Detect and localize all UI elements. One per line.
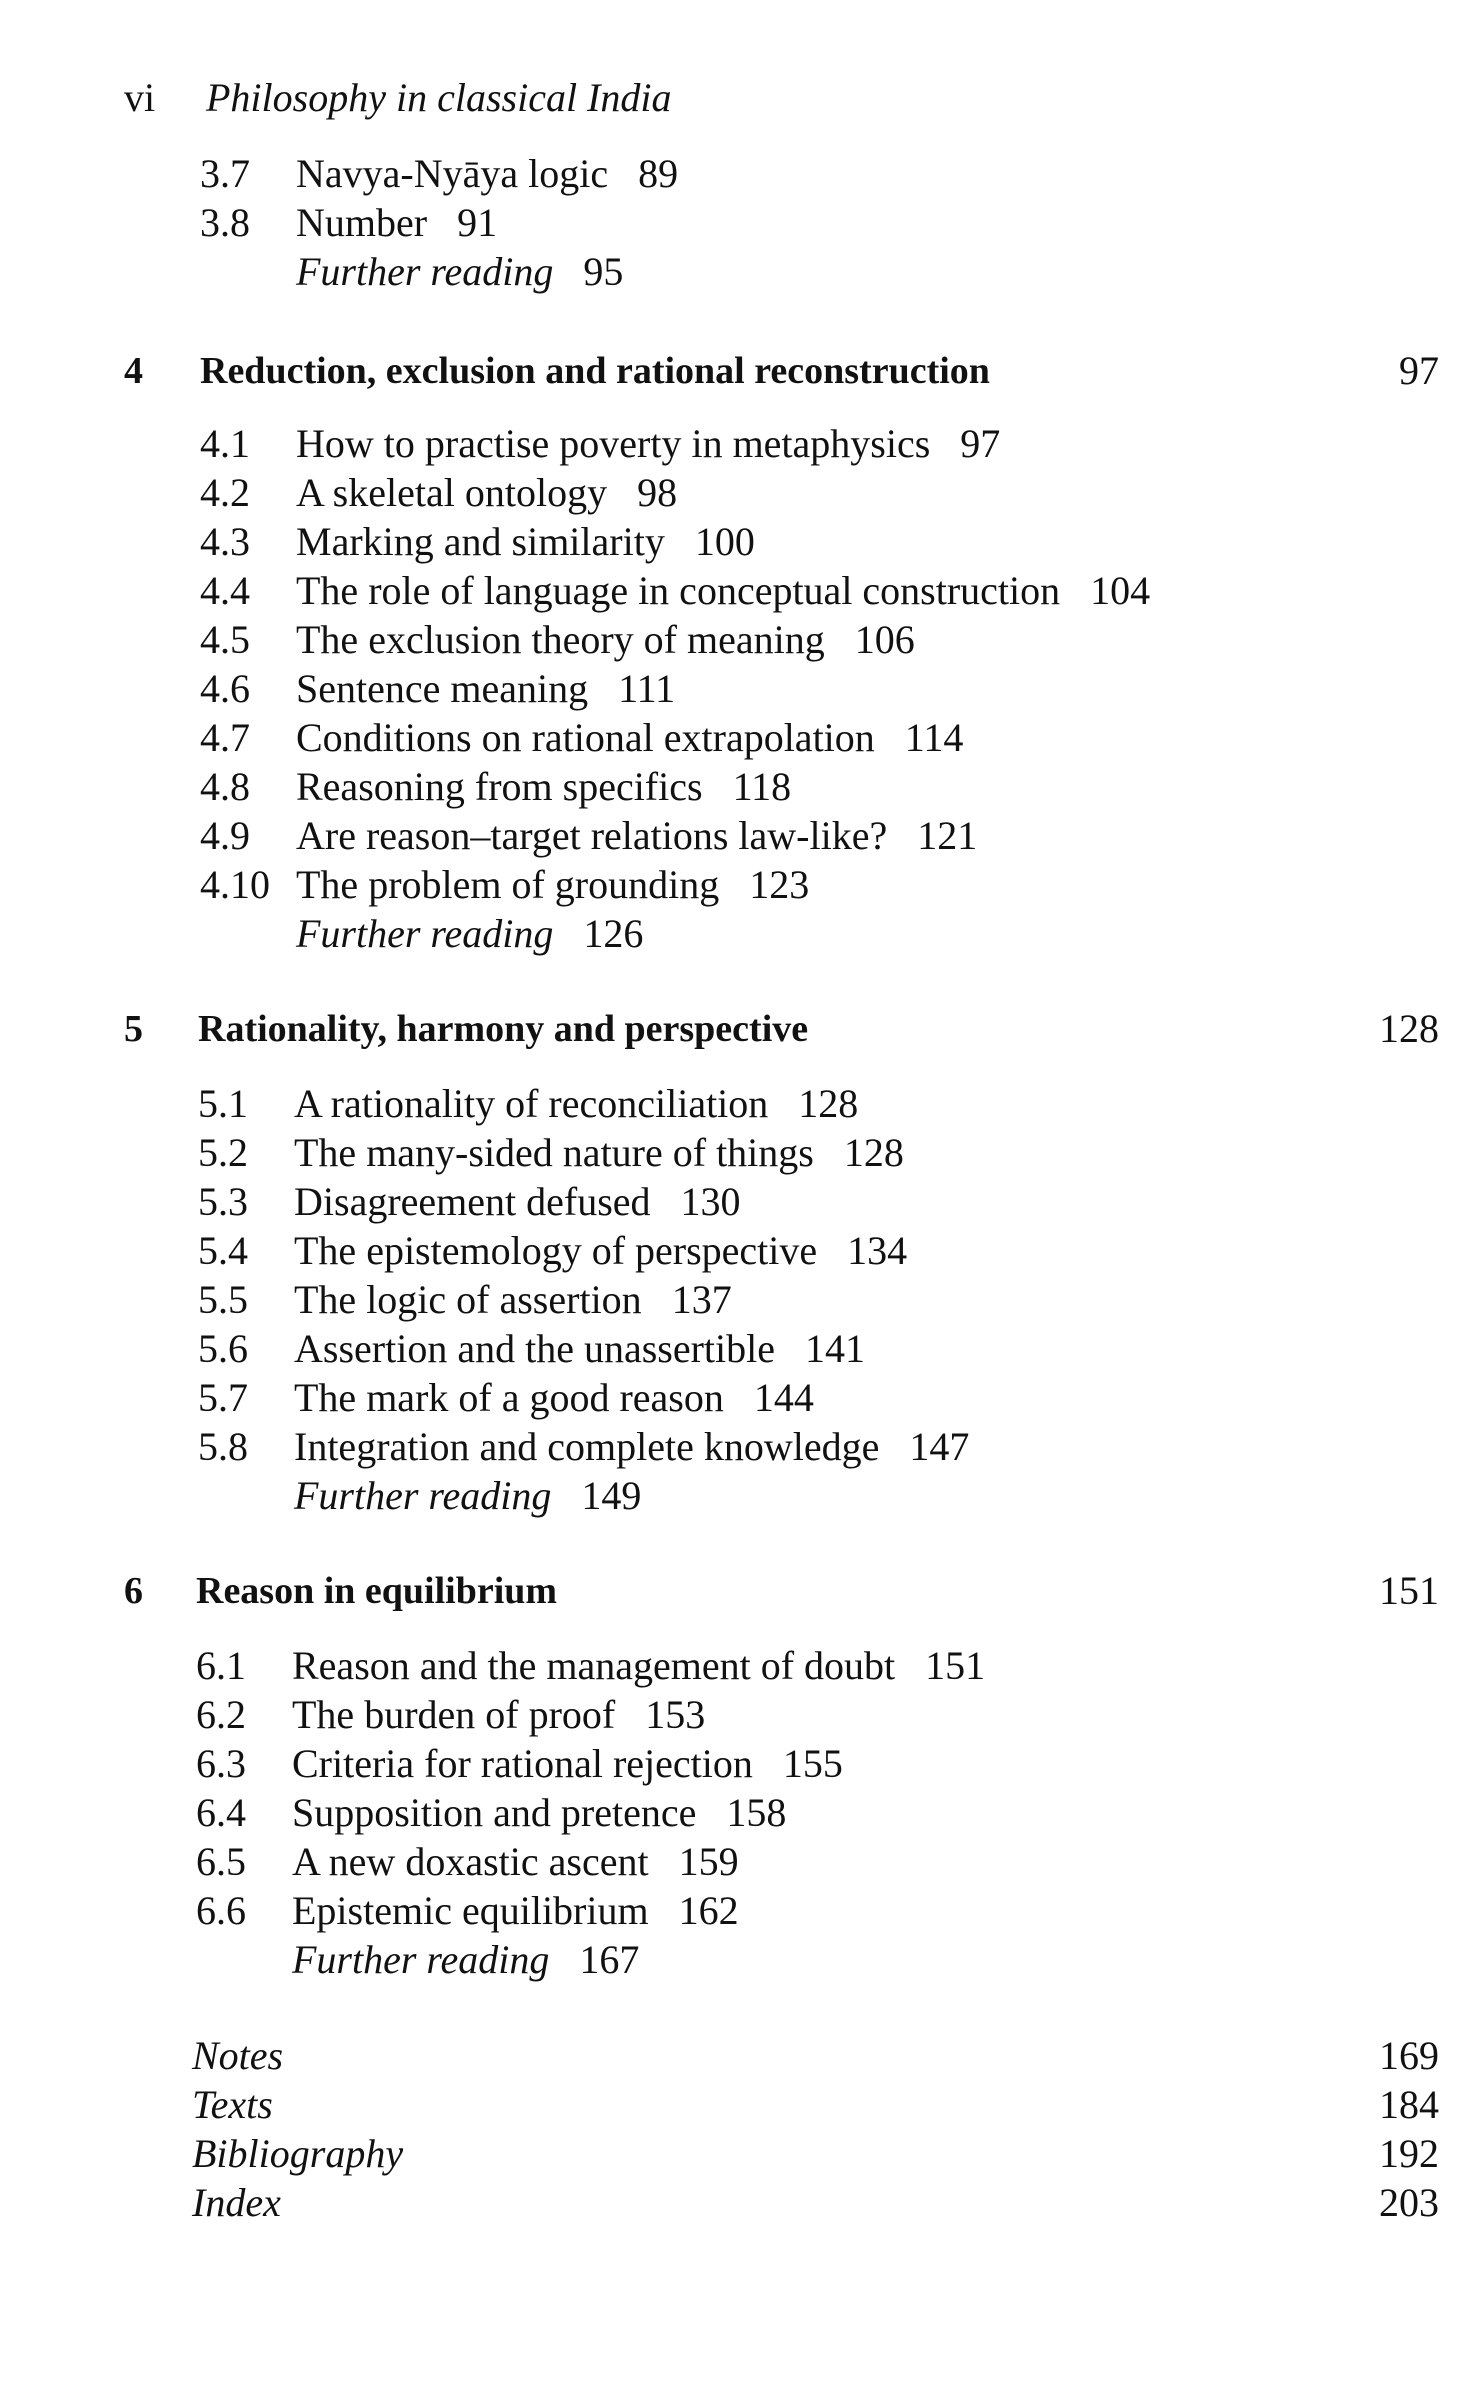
back-matter-title: Index	[192, 2180, 281, 2225]
chapter-number: 6	[124, 1570, 143, 1612]
section-page: 141	[805, 1326, 865, 1371]
section-page: 111	[618, 666, 676, 711]
section-page: 114	[904, 715, 964, 760]
back-matter-title: Texts	[192, 2082, 273, 2127]
section-number: 6.2	[196, 1692, 246, 1737]
further-reading-label: Further reading	[296, 911, 554, 956]
back-matter-page: 169	[1379, 2033, 1439, 2078]
further-reading-page: 95	[583, 249, 624, 294]
section-number: 6.5	[196, 1839, 246, 1884]
chapter-number: 5	[124, 1008, 143, 1050]
section-title: Are reason–target relations law-like?	[296, 813, 888, 858]
section-number: 4.1	[200, 421, 250, 466]
section-number: 4.4	[200, 568, 250, 613]
section-number: 5.5	[198, 1277, 248, 1322]
section-page: 155	[782, 1741, 843, 1786]
further-reading-label: Further reading	[292, 1937, 550, 1982]
chapter-page: 128	[1379, 1006, 1439, 1051]
section-page: 134	[847, 1228, 908, 1273]
section-number: 3.7	[200, 151, 250, 196]
section-page: 104	[1090, 568, 1151, 613]
section-title: Disagreement defused	[294, 1179, 651, 1224]
section-number: 6.4	[196, 1790, 246, 1835]
back-matter-page: 184	[1379, 2082, 1439, 2127]
section-page: 151	[925, 1643, 986, 1688]
section-number: 4.7	[200, 715, 250, 760]
section-title: Supposition and pretence	[292, 1790, 697, 1835]
section-page: 147	[909, 1424, 970, 1469]
back-matter-page: 203	[1379, 2180, 1439, 2225]
section-page: 89	[638, 151, 679, 196]
section-title: Assertion and the unassertible	[294, 1326, 775, 1371]
section-page: 123	[749, 862, 810, 907]
section-title: A skeletal ontology	[296, 470, 608, 515]
section-page: 137	[671, 1277, 732, 1322]
section-title: The exclusion theory of meaning	[296, 617, 825, 662]
section-number: 4.8	[200, 764, 250, 809]
section-number: 4.6	[200, 666, 250, 711]
section-title-with-page	[296, 199, 497, 247]
section-title: Epistemic equilibrium	[292, 1888, 649, 1933]
further-reading-page: 167	[579, 1937, 640, 1982]
section-page: 153	[645, 1692, 706, 1737]
section-page: 98	[637, 470, 678, 515]
chapter-title: Reduction, exclusion and rational reconstruction	[200, 350, 990, 392]
section-title: The logic of assertion	[294, 1277, 642, 1322]
section-number: 5.3	[198, 1179, 248, 1224]
section-number: 3.8	[200, 200, 250, 245]
section-title: The epistemology of perspective	[294, 1228, 818, 1273]
section-number: 6.1	[196, 1643, 246, 1688]
section-title: Number	[296, 200, 428, 245]
further-reading-label: Further reading	[296, 249, 554, 294]
page-folio: vi	[124, 75, 156, 120]
book-title: Philosophy in classical India	[206, 75, 672, 120]
section-number: 5.7	[198, 1375, 248, 1420]
back-matter-title: Notes	[192, 2033, 284, 2078]
section-page: 97	[960, 421, 1001, 466]
section-number: 5.1	[198, 1081, 248, 1126]
section-title: Sentence meaning	[296, 666, 589, 711]
section-number: 5.2	[198, 1130, 248, 1175]
running-head	[124, 70, 672, 126]
back-matter-page: 192	[1379, 2131, 1439, 2176]
section-number: 6.6	[196, 1888, 246, 1933]
section-page: 144	[753, 1375, 814, 1420]
section-page: 128	[798, 1081, 859, 1126]
section-page: 91	[457, 200, 498, 245]
further-reading-page: 149	[581, 1473, 642, 1518]
section-page: 159	[678, 1839, 739, 1884]
section-number: 4.3	[200, 519, 250, 564]
back-matter-title: Bibliography	[192, 2131, 404, 2176]
section-title: A new doxastic ascent	[292, 1839, 649, 1884]
section-title: Conditions on rational extrapolation	[296, 715, 875, 760]
section-number: 5.4	[198, 1228, 248, 1273]
section-page: 162	[678, 1888, 739, 1933]
chapter-number: 4	[124, 350, 143, 392]
section-title: The burden of proof	[292, 1692, 616, 1737]
section-title: The many-sided nature of things	[294, 1130, 814, 1175]
further-reading-label: Further reading	[294, 1473, 552, 1518]
section-page: 121	[917, 813, 978, 858]
section-page: 118	[732, 764, 792, 809]
section-page: 106	[854, 617, 915, 662]
section-number: 5.8	[198, 1424, 248, 1469]
section-number: 6.3	[196, 1741, 246, 1786]
section-title: Criteria for rational rejection	[292, 1741, 753, 1786]
section-number: 4.10	[200, 862, 270, 907]
section-title-with-page	[296, 150, 678, 198]
section-title: The role of language in conceptual construction	[296, 568, 1061, 613]
section-title: Navya-Nyāya logic	[296, 151, 609, 196]
further-reading-page: 126	[583, 911, 644, 956]
chapter-title: Reason in equilibrium	[196, 1570, 558, 1612]
section-number: 4.5	[200, 617, 250, 662]
section-title: The mark of a good reason	[294, 1375, 724, 1420]
section-number: 5.6	[198, 1326, 248, 1371]
section-number: 4.2	[200, 470, 250, 515]
section-number: 4.9	[200, 813, 250, 858]
section-title: Integration and complete knowledge	[294, 1424, 880, 1469]
section-title: How to practise poverty in metaphysics	[296, 421, 931, 466]
chapter-page: 151	[1379, 1568, 1439, 1613]
chapter-title: Rationality, harmony and perspective	[198, 1008, 809, 1050]
section-page: 100	[694, 519, 755, 564]
section-title: A rationality of reconciliation	[294, 1081, 769, 1126]
section-page: 128	[843, 1130, 904, 1175]
section-title: Reasoning from specifics	[296, 764, 703, 809]
section-title: Marking and similarity	[296, 519, 665, 564]
chapter-page: 97	[1399, 348, 1439, 393]
section-page: 130	[680, 1179, 741, 1224]
section-title: Reason and the management of doubt	[292, 1643, 896, 1688]
section-page: 158	[726, 1790, 787, 1835]
section-title: The problem of grounding	[296, 862, 720, 907]
